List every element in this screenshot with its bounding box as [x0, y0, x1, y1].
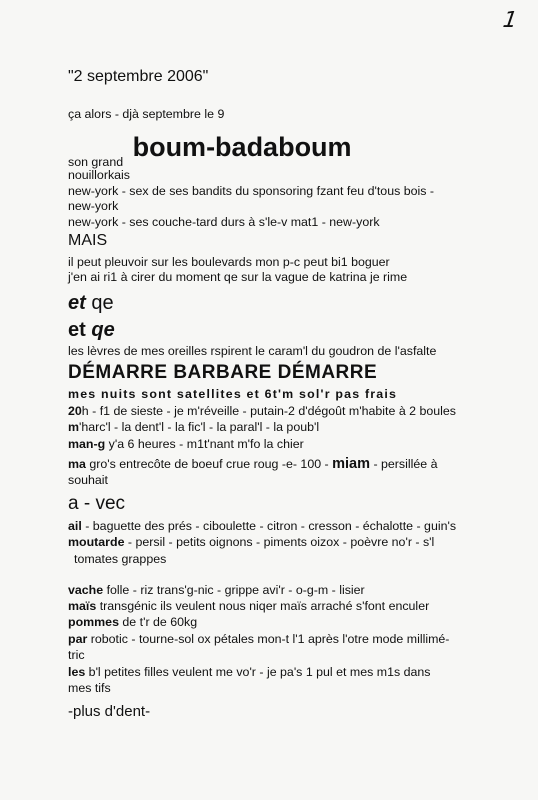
- line-2-prefix: son grand: [68, 155, 124, 169]
- demarre-heading: DÉMARRE BARBARE DÉMARRE: [68, 362, 378, 383]
- line-tomates: tomates grappes: [74, 552, 167, 566]
- line-par-rest: robotic - tourne-sol ox pétales mon-t l'1 après l'otre mode millimé-: [87, 632, 450, 646]
- line-20h-lead: 20: [68, 404, 82, 418]
- line-vache-lead: vache: [68, 583, 104, 597]
- line-marcl: [68, 420, 319, 435]
- line-mang-rest: y'a 6 heures - m1t'nant m'fo la chier: [105, 437, 304, 451]
- line-pommes-rest: de t'r de 60kg: [118, 615, 198, 629]
- line-4: new-york - sex de ses bandits du sponsoring fzant feu d'tous bois -: [68, 184, 435, 198]
- line-ma-lead: ma: [68, 457, 86, 471]
- date-heading: "2 septembre 2006": [68, 68, 209, 85]
- mais-word: MAIS: [68, 232, 108, 249]
- a-vec-heading: a - vec: [68, 493, 126, 514]
- line-moutarde-rest: - persil - petits oignons - piments oizox - poèvre no'r - s'l: [124, 535, 435, 549]
- line-tifs: mes tifs: [68, 681, 111, 695]
- miam-word: miam: [332, 456, 371, 472]
- line-vache: [68, 583, 365, 598]
- line-mais-rest: transgénic ils veulent nous niqer maïs arraché s'font enculer: [96, 599, 430, 613]
- line-moutarde: [68, 535, 434, 550]
- line-20h-rest: h - f1 de sieste - je m'réveille - putain-2 d'dégoût m'habite à 2 boules: [81, 404, 457, 418]
- line-ail: [68, 519, 456, 534]
- line-marcl-lead: m: [68, 420, 80, 434]
- line-1: ça alors - djà septembre le 9: [68, 107, 225, 121]
- line-6: new-york - ses couche-tard durs à s'le-v mat1 - new-york: [68, 215, 380, 229]
- line-pommes-lead: pommes: [68, 615, 119, 629]
- line-mais-lead: maïs: [68, 599, 97, 613]
- line-8: il peut pleuvoir sur les boulevards mon p-c peut bi1 boguer: [68, 255, 390, 269]
- line-par: [68, 632, 449, 647]
- page-number: 1: [501, 8, 519, 33]
- et-qe-2-qe: qe: [91, 319, 115, 341]
- line-5: new-york: [68, 199, 119, 213]
- line-moutarde-lead: moutarde: [68, 535, 125, 549]
- et-qe-1: [68, 292, 114, 314]
- line-ma: [68, 457, 438, 472]
- line-par-lead: par: [68, 632, 88, 646]
- line-2: [68, 132, 352, 169]
- line-3: nouillorkais: [68, 168, 130, 182]
- line-ail-rest: - baguette des prés - ciboulette - citron - cresson - échalotte - guin's: [81, 519, 457, 533]
- et-qe-1-et: et: [68, 292, 86, 314]
- line-10: les lèvres de mes oreilles rspirent le caram'l du goudron de l'asfalte: [68, 344, 437, 358]
- line-les: [68, 665, 430, 680]
- plus-dent-line: -plus d'dent-: [68, 703, 151, 720]
- line-ma-mid: gro's entrecôte de boeuf crue roug -e- 100 -: [85, 457, 333, 471]
- line-ma-end: - persillée à: [370, 457, 438, 471]
- et-qe-1-qe: qe: [91, 292, 114, 314]
- et-qe-2-et: et: [68, 319, 86, 341]
- line-tric: tric: [68, 648, 85, 662]
- satellites-line: mes nuits sont satellites et 6t'm sol'r pas frais: [68, 387, 398, 401]
- line-mais: [68, 599, 429, 614]
- line-pommes: [68, 615, 197, 630]
- line-ail-lead: ail: [68, 519, 82, 533]
- line-souhait: souhait: [68, 473, 108, 487]
- et-qe-2: [68, 319, 115, 341]
- line-les-lead: les: [68, 665, 86, 679]
- line-mang: [68, 437, 304, 452]
- line-vache-rest: folle - riz trans'g-nic - grippe avi'r - o-g-m - lisier: [103, 583, 365, 597]
- line-20h: [68, 404, 456, 419]
- boum-badaboum: boum-badaboum: [132, 132, 352, 162]
- line-9: j'en ai ri1 à cirer du moment qe sur la vague de katrina je rime: [68, 270, 408, 284]
- line-les-rest: b'l petites filles veulent me vo'r - je pa's 1 pul et mes m1s dans: [85, 665, 431, 679]
- line-mang-lead: man-g: [68, 437, 106, 451]
- line-marcl-rest: 'harc'l - la dent'l - la fic'l - la paral'l - la poub'l: [79, 420, 320, 434]
